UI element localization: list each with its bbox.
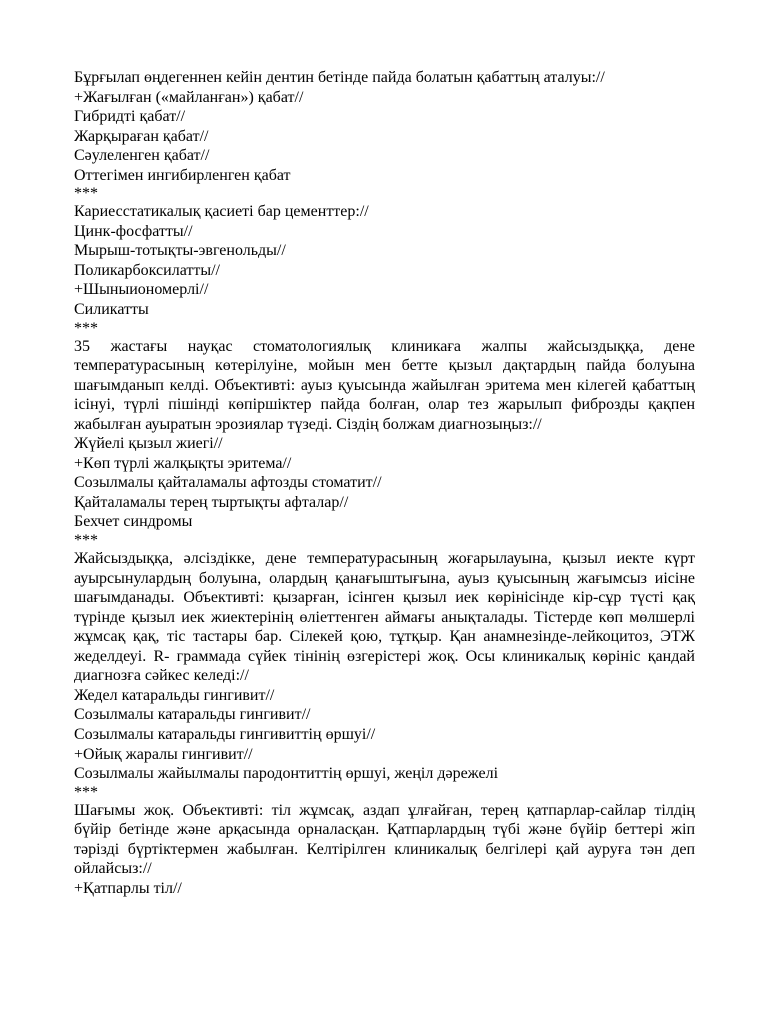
- question-separator: ***: [74, 783, 98, 801]
- question-separator: ***: [74, 185, 98, 203]
- question-text: 35 жастағы науқас стоматологиялық клиникаға жалпы жайсыздыққа, дене температурасының көтерілуіне, мойын мен бетте қызыл дақтардың пайда болуына шағымданып келді. Объективті: ауыз қуысында жайылған эритема мен кілегей қабаттың ісінуі, түрлі пішінді көпіршіктер пайда болған, олар тез жарылып фиброзды қақпен жабылған ауыратын эрозиялар түзеді. Сіздің болжам диагнозыңыз://: [74, 337, 695, 433]
- question-block: [74, 549, 695, 801]
- answer-option: +Шыныиономерлі//: [74, 281, 209, 299]
- question-text: Жайсыздыққа, әлсіздікке, дене температурасының жоғарылауына, қызыл иекте күрт ауырсынулардың болуына, олардың қанағыштығына, ауыз қуысының жағымсыз иісіне шағымданады. Объективті: қызарған, ісінген қызыл иек көрінісінде кір-сұр түсті қақ түрінде қызыл иек жиектерінің өліеттенген аймағы анықталады. Тістерде көп мөлшерлі жұмсақ қақ, тіс тастары бар. Сілекей қою, тұтқыр. Қан анамнезінде-лейкоцитоз, ЭТЖ жеделдеуі. R- граммада сүйек тінінің өзгерістері жоқ. Осы клиникалық көрініс қандай диагнозға сәйкес келеді://: [74, 550, 695, 685]
- answer-option: Гибридті қабат//: [74, 108, 186, 126]
- question-text: Кариесстатикалық қасиеті бар цементтер://: [74, 203, 369, 221]
- answer-option: Созылмалы жайылмалы пародонтиттің өршуі, жеңіл дәрежелі: [74, 765, 499, 783]
- answer-option: Созылмалы катаральды гингивиттің өршуі//: [74, 725, 376, 743]
- answer-option: Жүйелі қызыл жиегі//: [74, 435, 223, 453]
- answer-option: Мырыш-тотықты-эвгенольды//: [74, 242, 286, 260]
- answer-option: Созылмалы катаральды гингивит//: [74, 706, 311, 724]
- answer-option: +Көп түрлі жалқықты эритема//: [74, 454, 292, 472]
- document-page: [74, 68, 695, 898]
- answer-option: +Жағылған («майланған») қабат//: [74, 88, 304, 106]
- question-block: [74, 801, 695, 899]
- answer-option: Бехчет синдромы: [74, 513, 193, 531]
- answer-option: +Ойық жаралы гингивит//: [74, 745, 253, 763]
- answer-option: Жедел катаральды гингивит//: [74, 686, 275, 704]
- answer-option: Созылмалы қайталамалы афтозды стоматит//: [74, 474, 382, 492]
- question-block: [74, 337, 695, 549]
- answer-option: Поликарбоксилатты//: [74, 261, 220, 279]
- answer-option: Силикатты: [74, 301, 149, 319]
- answer-option: Цинк-фосфатты//: [74, 222, 193, 240]
- answer-option: Жарқыраған қабат//: [74, 127, 209, 145]
- question-block: [74, 68, 695, 202]
- question-block: [74, 202, 695, 336]
- answer-option: Оттегімен ингибирленген қабат: [74, 166, 291, 184]
- question-text: Бұрғылап өңдегеннен кейін дентин бетінде пайда болатын қабаттың аталуы://: [74, 69, 605, 86]
- answer-option: Қайталамалы терең тыртықты афталар//: [74, 493, 349, 511]
- question-separator: ***: [74, 532, 98, 550]
- question-separator: ***: [74, 319, 98, 337]
- answer-option: Сәулеленген қабат//: [74, 147, 210, 165]
- question-text: Шағымы жоқ. Объективті: тіл жұмсақ, аздап ұлғайған, терең қатпарлар-сайлар тілдің бүйір бетінде және арқасында орналасқан. Қатпарлардың түбі және бүйір беттері жіп тәрізді бүртіктермен жабылған. Келтірілген клиникалық белгілері қай ауруға тән деп ойлайсыз://: [74, 801, 695, 878]
- answer-option: +Қатпарлы тіл//: [74, 879, 182, 897]
